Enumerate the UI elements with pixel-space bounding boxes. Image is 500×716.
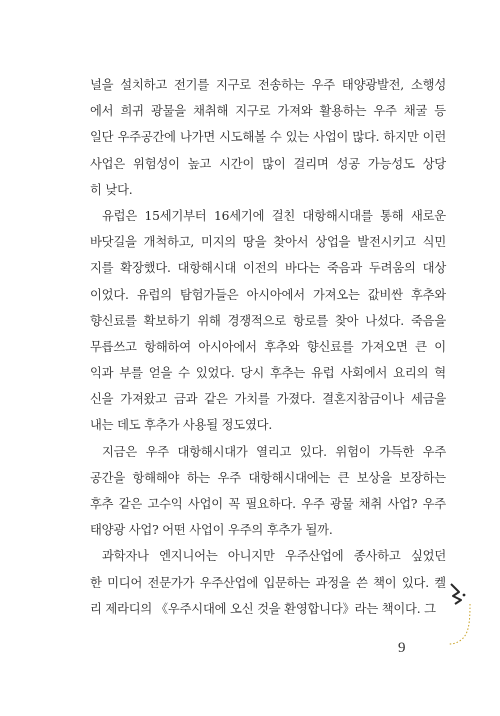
text-line: 내는 데도 후추가 사용될 정도였다. bbox=[90, 418, 273, 433]
text-line: 일단 우주공간에 나가면 시도해볼 수 있는 사업이 많다. 하지만 이런 bbox=[90, 130, 446, 145]
text-line: 지금은 우주 대항해시대가 열리고 있다. 위험이 가득한 우주 bbox=[102, 444, 446, 459]
text-line: 무릅쓰고 항해하여 아시아에서 후추와 향신료를 가져오면 큰 이 bbox=[90, 339, 446, 354]
sparkle-icon bbox=[447, 582, 477, 650]
text-line: 태양광 사업? 어떤 사업이 우주의 후추가 될까. bbox=[90, 523, 333, 538]
text-line: 신을 가져왔고 금과 같은 가치를 가졌다. 결혼지참금이나 세금을 bbox=[90, 392, 446, 407]
text-line: 과학자나 엔지니어는 아니지만 우주산업에 종사하고 싶었던 bbox=[102, 549, 446, 564]
text-line: 공간을 항해해야 하는 우주 대항해시대에는 큰 보상을 보장하는 bbox=[90, 470, 446, 485]
body-text bbox=[90, 72, 446, 622]
text-line: 이었다. 유럽의 탐험가들은 아시아에서 가져오는 값비싼 후추와 bbox=[90, 287, 446, 302]
text-line: 향신료를 확보하기 위해 경쟁적으로 항로를 찾아 나섰다. 죽음을 bbox=[90, 313, 446, 328]
text-line: 사업은 위험성이 높고 시간이 많이 걸리며 성공 가능성도 상당 bbox=[90, 156, 446, 171]
text-line: 리 제라디의 《우주시대에 오신 것을 환영합니다》라는 책이다. 그 bbox=[90, 601, 436, 616]
text-line: 익과 부를 얻을 수 있었다. 당시 후추는 유럽 사회에서 요리의 혁 bbox=[90, 366, 446, 381]
text-line: 널을 설치하고 전기를 지구로 전송하는 우주 태양광발전, 소행성 bbox=[90, 78, 446, 92]
text-line: 바닷길을 개척하고, 미지의 땅을 찾아서 상업을 발전시키고 식민 bbox=[90, 235, 446, 250]
text-line: 히 낮다. bbox=[90, 182, 133, 197]
text-line: 지를 확장했다. 대항해시대 이전의 바다는 죽음과 두려움의 대상 bbox=[90, 261, 446, 276]
text-line: 후추 같은 고수익 사업이 꼭 필요하다. 우주 광물 채취 사업? 우주 bbox=[90, 497, 446, 511]
text-line: 한 미디어 전문가가 우주산업에 입문하는 과정을 쓴 책이 있다. 켈 bbox=[90, 575, 446, 590]
page-number: 9 bbox=[398, 640, 406, 656]
text-line: 유럽은 15세기부터 16세기에 걸친 대항해시대를 통해 새로운 bbox=[102, 208, 446, 223]
text-line: 에서 희귀 광물을 채취해 지구로 가져와 활용하는 우주 채굴 등 bbox=[90, 104, 446, 119]
